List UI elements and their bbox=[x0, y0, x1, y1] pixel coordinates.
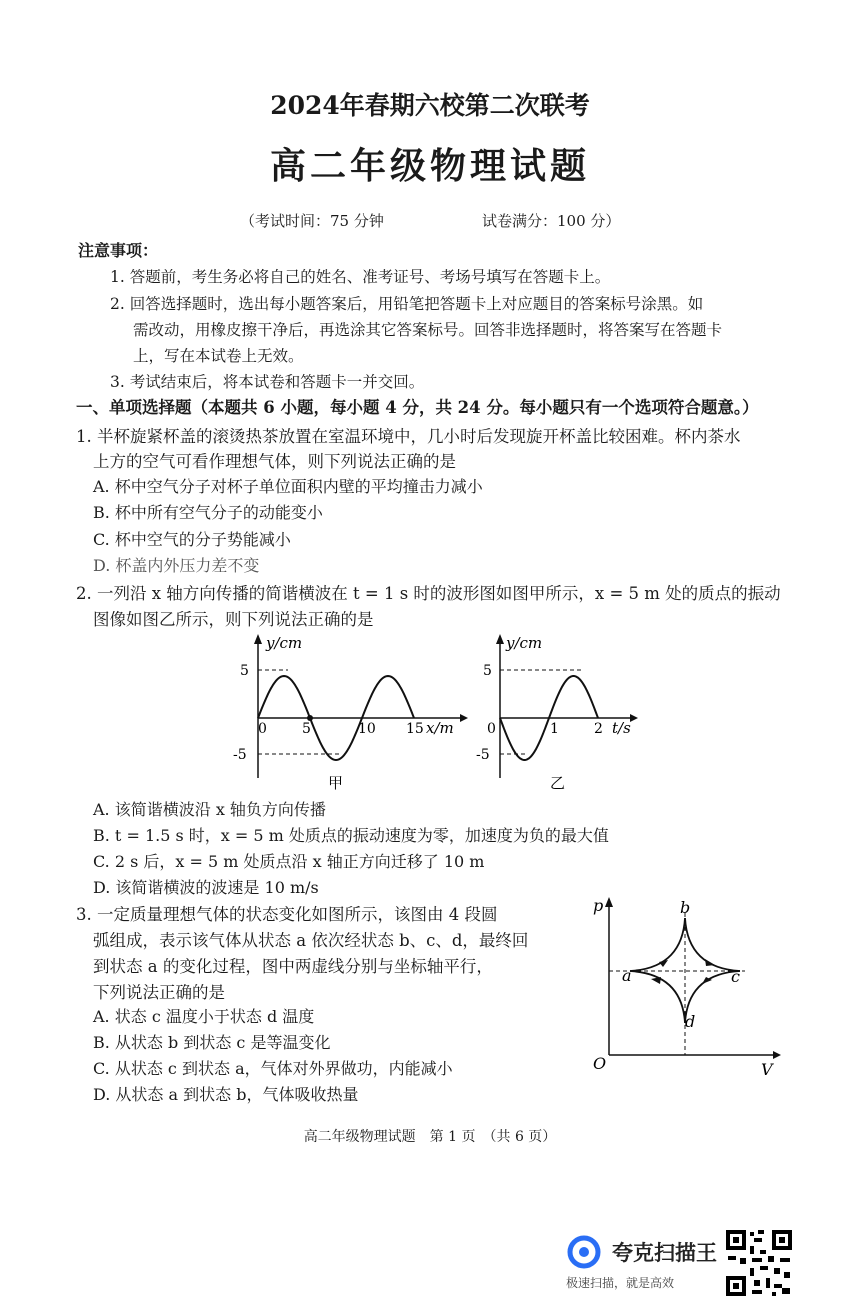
q2-stem-line2: 图像如图乙所示，则下列说法正确的是 bbox=[93, 610, 374, 629]
q2-stem-line1: 2. 一列沿 x 轴方向传播的简谐横波在 t = 1 s 时的波形图如图甲所示，x = 5 m 处的质点的振动 bbox=[76, 584, 781, 603]
pv-diagram bbox=[585, 893, 785, 1083]
watermark-brand: 夸克扫描王 bbox=[612, 1241, 717, 1265]
ytick-neg5-yi: -5 bbox=[476, 747, 490, 763]
xtick-10-jia: 10 bbox=[358, 721, 376, 737]
arc-b-c bbox=[685, 918, 740, 971]
ytick-neg5-jia: -5 bbox=[233, 747, 247, 763]
xtick-15-jia: 15 bbox=[406, 721, 424, 737]
ttick-0-yi: 0 bbox=[487, 721, 496, 737]
exam-time: （考试时间：75 分钟 bbox=[240, 212, 384, 230]
q3-stem-line3: 到状态 a 的变化过程，图中两虚线分别与坐标轴平行， bbox=[93, 957, 493, 976]
page-footer: 高二年级物理试题 第 1 页 （共 6 页） bbox=[303, 1129, 557, 1145]
paper-title: 高二年级物理试题 bbox=[269, 145, 590, 187]
q3-option-a: A. 状态 c 温度小于状态 d 温度 bbox=[93, 1007, 315, 1026]
ylabel-yi: y/cm bbox=[506, 634, 543, 652]
xtick-0-jia: 0 bbox=[258, 721, 267, 737]
arrow-b-c bbox=[705, 959, 715, 966]
qr-code-icon bbox=[724, 1228, 794, 1298]
state-d-label: d bbox=[685, 1012, 696, 1031]
full-score: 试卷满分：100 分） bbox=[482, 212, 621, 230]
caption-yi: 乙 bbox=[550, 774, 566, 792]
notes-title: 注意事项： bbox=[78, 241, 159, 260]
arc-a-b bbox=[630, 918, 685, 971]
origin-label: O bbox=[593, 1054, 607, 1073]
quark-logo-icon bbox=[566, 1234, 602, 1270]
ttick-1-yi: 1 bbox=[550, 721, 559, 737]
q3-stem-line2: 弧组成，表示该气体从状态 a 依次经状态 b、c、d，最终回 bbox=[93, 931, 529, 950]
state-a-label: a bbox=[622, 966, 632, 985]
section-heading: 一、单项选择题（本题共 6 小题，每小题 4 分，共 24 分。每小题只有一个选项符合题意。） bbox=[76, 398, 759, 417]
ylabel-jia: y/cm bbox=[266, 634, 303, 652]
q1-option-a: A. 杯中空气分子对杯子单位面积内壁的平均撞击力减小 bbox=[93, 477, 483, 496]
ytick-5-yi: 5 bbox=[483, 663, 492, 679]
q3-option-c: C. 从状态 c 到状态 a，气体对外界做功，内能减小 bbox=[93, 1059, 453, 1078]
watermark-slogan: 极速扫描，就是高效 bbox=[566, 1276, 675, 1290]
tlabel-yi: t/s bbox=[612, 719, 631, 737]
q3-option-b: B. 从状态 b 到状态 c 是等温变化 bbox=[93, 1033, 331, 1052]
note-item-1: 1. 答题前，考生务必将自己的姓名、准考证号、考场号填写在答题卡上。 bbox=[110, 268, 611, 286]
note-item-3: 3. 考试结束后，将本试卷和答题卡一并交回。 bbox=[110, 373, 425, 391]
q1-option-b: B. 杯中所有空气分子的动能变小 bbox=[93, 503, 323, 522]
q1-option-d: D. 杯盖内外压力差不变 bbox=[93, 556, 260, 575]
q2-option-a: A. 该简谐横波沿 x 轴负方向传播 bbox=[93, 800, 326, 819]
y-axis-arrow bbox=[254, 634, 262, 644]
ttick-2-yi: 2 bbox=[594, 721, 603, 737]
note-item-2-cont: 需改动，用橡皮擦干净后，再选涂其它答案标号。回答非选择题时，将答案写在答题卡 bbox=[133, 321, 723, 339]
note-item-2-cont2: 上，写在本试卷上无效。 bbox=[133, 347, 304, 365]
arrow-a-b bbox=[659, 960, 668, 967]
exam-name: 2024年春期六校第二次联考 bbox=[270, 91, 590, 120]
q3-stem-line4: 下列说法正确的是 bbox=[93, 983, 225, 1002]
vibration-graph-yi bbox=[470, 630, 640, 795]
p-axis-arrow bbox=[605, 897, 613, 907]
arrow-d-a bbox=[651, 977, 661, 984]
q1-stem-line1: 1. 半杯旋紧杯盖的滚烫热茶放置在室温环境中，几小时后发现旋开杯盖比较困难。杯内茶水 bbox=[76, 427, 741, 446]
xlabel-jia: x/m bbox=[426, 719, 454, 737]
v-label: V bbox=[761, 1060, 773, 1079]
state-c-label: c bbox=[731, 967, 740, 986]
q3-stem-line1: 3. 一定质量理想气体的状态变化如图所示，该图由 4 段圆 bbox=[76, 905, 498, 924]
state-b-label: b bbox=[680, 898, 691, 917]
q3-option-d: D. 从状态 a 到状态 b，气体吸收热量 bbox=[93, 1085, 359, 1104]
v-axis-arrow bbox=[773, 1051, 781, 1059]
ytick-5-jia: 5 bbox=[240, 663, 249, 679]
xtick-5-jia: 5 bbox=[302, 721, 311, 737]
wave-graph-jia bbox=[230, 630, 470, 795]
q1-option-c: C. 杯中空气的分子势能减小 bbox=[93, 530, 291, 549]
q2-option-d: D. 该简谐横波的波速是 10 m/s bbox=[93, 878, 319, 897]
q2-option-b: B. t = 1.5 s 时，x = 5 m 处质点的振动速度为零，加速度为负的最大值 bbox=[93, 826, 609, 845]
caption-jia: 甲 bbox=[328, 774, 344, 792]
q1-stem-line2: 上方的空气可看作理想气体，则下列说法正确的是 bbox=[93, 452, 456, 471]
note-item-2: 2. 回答选择题时，选出每小题答案后，用铅笔把答题卡上对应题目的答案标号涂黑。如 bbox=[110, 295, 704, 313]
t-axis-arrow bbox=[630, 714, 638, 722]
p-label: p bbox=[593, 896, 604, 915]
y-axis-arrow bbox=[496, 634, 504, 644]
q2-option-c: C. 2 s 后，x = 5 m 处质点沿 x 轴正方向迁移了 10 m bbox=[93, 852, 485, 871]
x-axis-arrow bbox=[460, 714, 468, 722]
